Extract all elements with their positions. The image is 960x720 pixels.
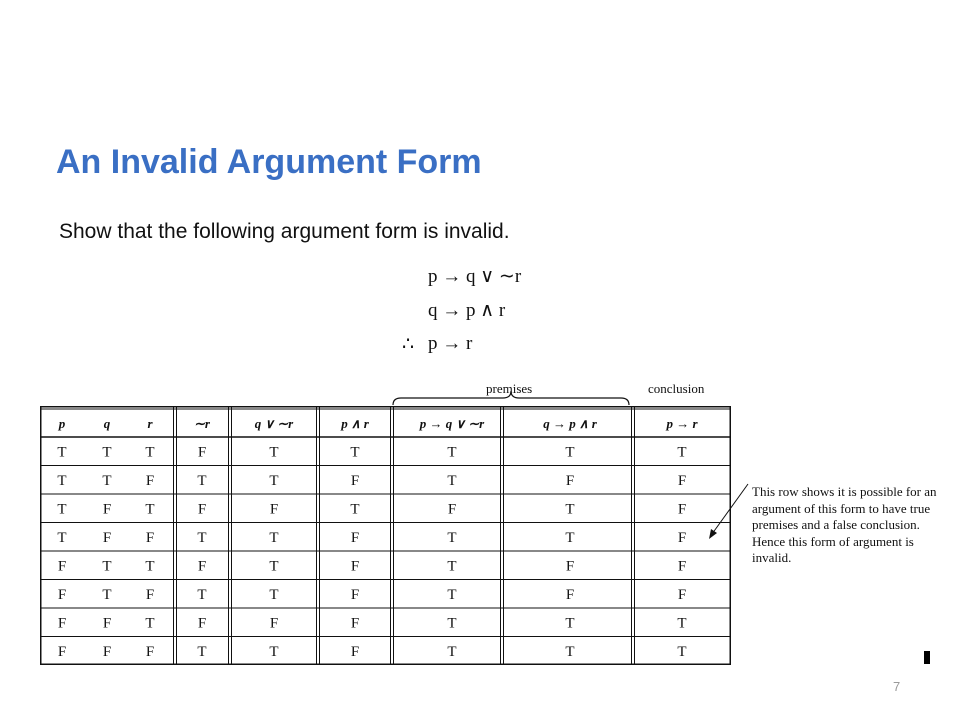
table-cell: F: [350, 472, 360, 489]
table-cell: T: [447, 558, 457, 575]
premise-2: q → p ∧ r: [428, 300, 506, 321]
table-header-cell: p → q ∨ ∼r: [419, 416, 485, 431]
table-cell: T: [57, 501, 67, 518]
page-number: 7: [893, 679, 901, 694]
table-cell: F: [57, 643, 67, 660]
therefore-symbol: ∴: [402, 334, 415, 355]
premise-1: p → q ∨ ∼r: [428, 266, 522, 287]
table-cell: F: [145, 472, 155, 489]
table-cell: F: [677, 501, 687, 518]
table-cell: F: [269, 615, 279, 632]
table-cell: T: [197, 529, 207, 546]
table-cell: F: [677, 529, 687, 546]
table-cell: T: [102, 444, 112, 461]
table-cell: T: [197, 472, 207, 489]
table-cell: T: [269, 444, 279, 461]
table-cell: T: [677, 643, 687, 660]
table-header-cell: r: [147, 416, 153, 431]
table-cell: F: [565, 558, 575, 575]
table-header-cell: q → p ∧ r: [543, 416, 597, 431]
table-cell: T: [677, 615, 687, 632]
table-cell: T: [447, 615, 457, 632]
table-cell: F: [350, 615, 360, 632]
table-header-cell: p: [58, 416, 66, 431]
table-cell: F: [57, 558, 67, 575]
table-header-cell: q: [103, 416, 111, 431]
table-cell: T: [565, 529, 575, 546]
slide-subtitle: Show that the following argument form is invalid.: [59, 220, 510, 243]
table-cell: F: [102, 643, 112, 660]
table-header-cell: ∼r: [194, 416, 210, 431]
slide-title: An Invalid Argument Form: [56, 143, 482, 181]
table-cell: T: [447, 643, 457, 660]
table-cell: F: [677, 586, 687, 603]
table-cell: T: [145, 615, 155, 632]
conclusion-label: conclusion: [648, 381, 705, 396]
table-cell: T: [57, 444, 67, 461]
table-cell: T: [57, 529, 67, 546]
table-cell: F: [57, 586, 67, 603]
table-cell: F: [197, 615, 207, 632]
table-cell: T: [269, 529, 279, 546]
table-cell: F: [102, 615, 112, 632]
invalid-row-annotation: This row shows it is possible for an argument of this form to have true premises and a false conclusion. Hence this form of argument is invalid.: [752, 484, 937, 565]
table-cell: T: [269, 472, 279, 489]
table-cell: T: [565, 615, 575, 632]
table-cell: T: [269, 586, 279, 603]
table-cell: T: [145, 501, 155, 518]
table-cell: F: [197, 501, 207, 518]
table-cell: T: [565, 501, 575, 518]
table-cell: F: [350, 558, 360, 575]
table-cell: T: [102, 558, 112, 575]
table-cell: F: [565, 472, 575, 489]
table-cell: F: [102, 529, 112, 546]
table-cell: F: [565, 586, 575, 603]
table-cell: T: [145, 444, 155, 461]
table-cell: T: [145, 558, 155, 575]
table-cell: T: [269, 558, 279, 575]
table-cell: T: [197, 586, 207, 603]
table-cell: T: [102, 586, 112, 603]
table-cell: T: [57, 472, 67, 489]
table-cell: F: [145, 529, 155, 546]
table-cell: F: [57, 615, 67, 632]
argument-conclusion: p → r: [428, 333, 473, 354]
page-marker: [924, 651, 930, 664]
table-cell: F: [145, 643, 155, 660]
table-cell: T: [102, 472, 112, 489]
table-cell: F: [677, 558, 687, 575]
table-cell: F: [145, 586, 155, 603]
table-cell: F: [350, 586, 360, 603]
table-cell: T: [565, 444, 575, 461]
table-cell: F: [447, 501, 457, 518]
table-cell: F: [102, 501, 112, 518]
table-cell: F: [350, 529, 360, 546]
table-cell: F: [197, 444, 207, 461]
table-cell: T: [447, 444, 457, 461]
premises-label: premises: [486, 381, 533, 396]
table-cell: T: [447, 529, 457, 546]
table-cell: T: [269, 643, 279, 660]
table-cell: T: [447, 586, 457, 603]
table-cell: T: [447, 472, 457, 489]
table-cell: F: [197, 558, 207, 575]
table-cell: T: [197, 643, 207, 660]
table-cell: T: [565, 643, 575, 660]
table-cell: T: [350, 501, 360, 518]
table-header-cell: p → r: [666, 416, 698, 431]
table-cell: T: [677, 444, 687, 461]
table-header-cell: q ∨ ∼r: [254, 416, 294, 431]
table-cell: F: [350, 643, 360, 660]
table-cell: F: [269, 501, 279, 518]
table-cell: T: [350, 444, 360, 461]
table-cell: F: [677, 472, 687, 489]
table-header-cell: p ∧ r: [341, 416, 369, 431]
